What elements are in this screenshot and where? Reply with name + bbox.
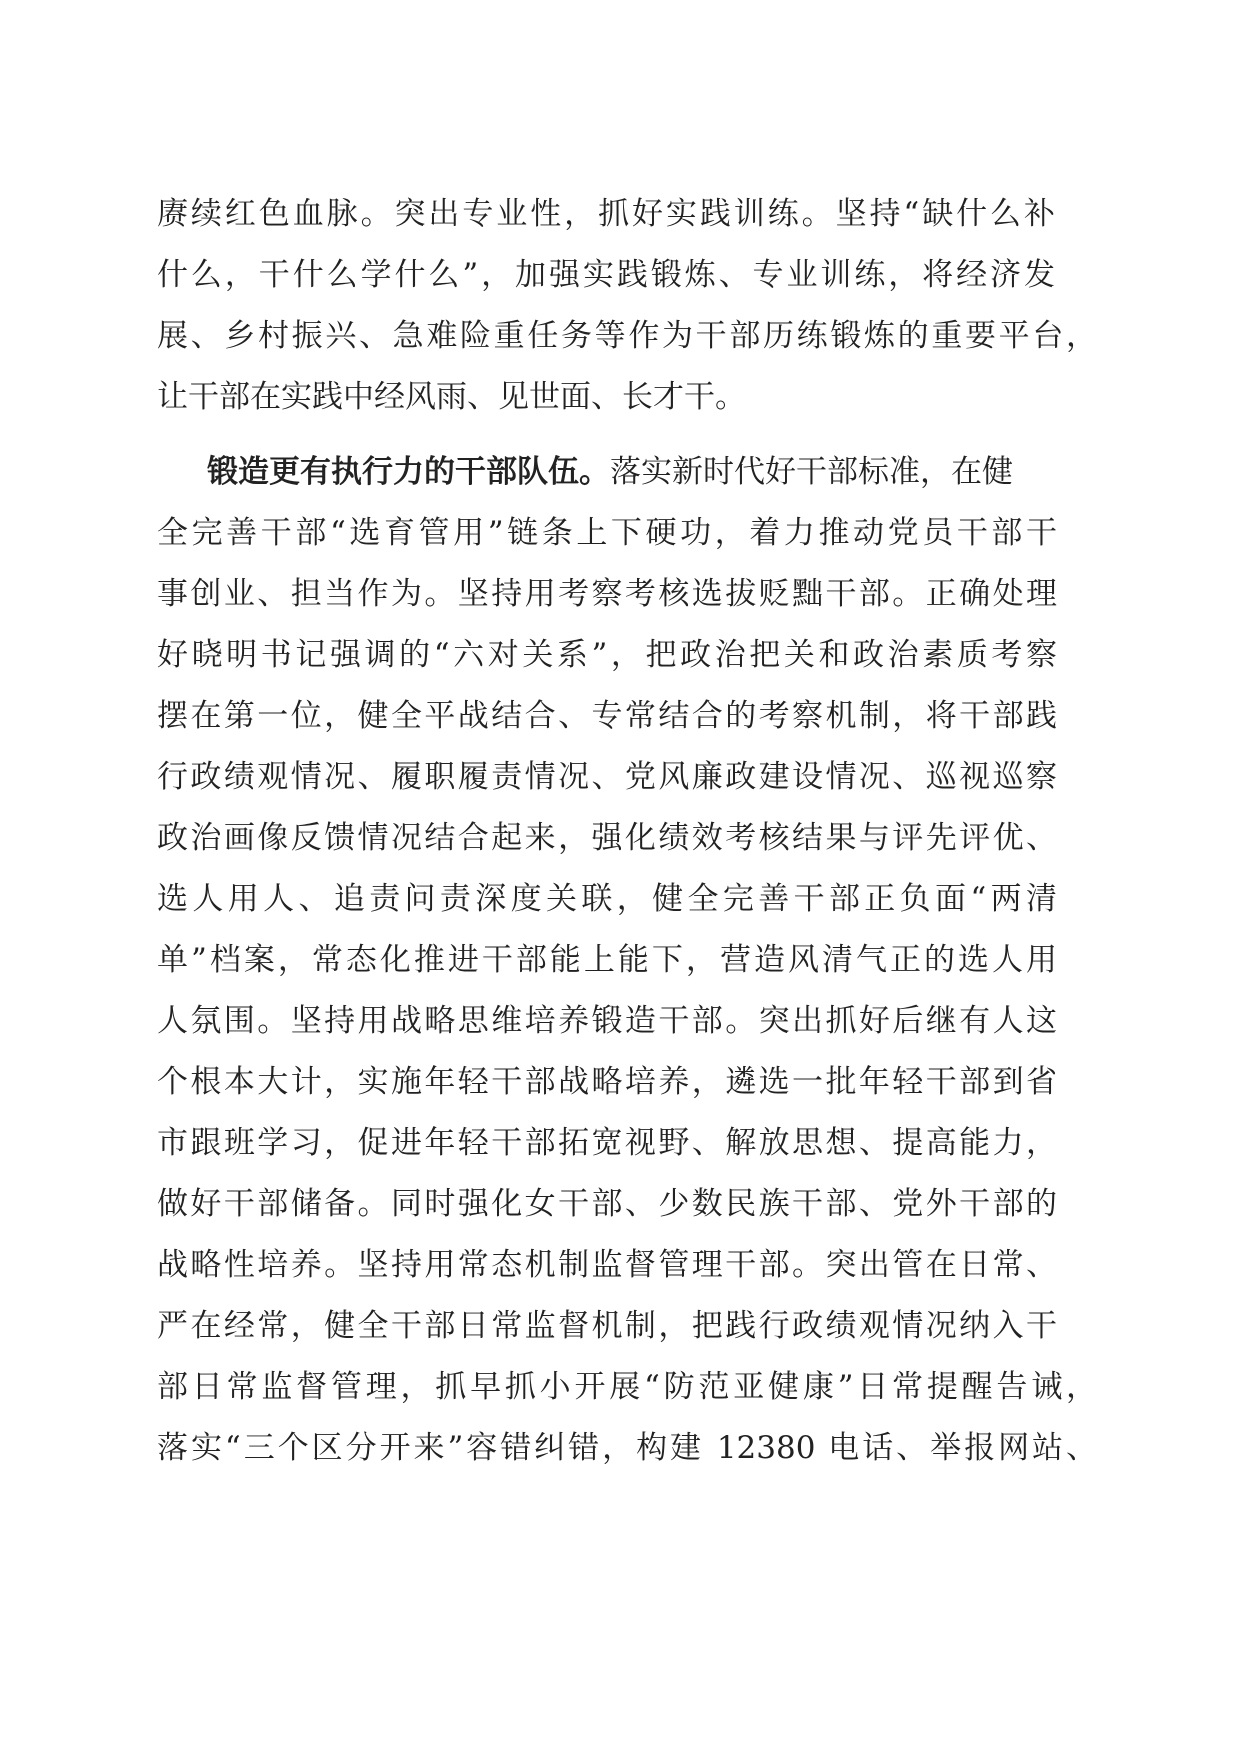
paragraph-2-line-7: 政治画像反馈情况结合起来，强化绩效考核结果与评先评优、 — [157, 820, 1057, 856]
paragraph-2-heading: 锻造更有执行力的干部队伍。 — [207, 454, 610, 490]
paragraph-2-line-13: 做好干部储备。同时强化女干部、少数民族干部、党外干部的 — [157, 1186, 1057, 1222]
paragraph-2-line-11: 个根本大计，实施年轻干部战略培养，遴选一批年轻干部到省 — [157, 1064, 1057, 1100]
paragraph-2-line-15: 严在经常，健全干部日常监督机制，把践行政绩观情况纳入干 — [157, 1308, 1057, 1344]
paragraph-2-line-2: 全完善干部“选育管用”链条上下硬功，着力推动党员干部干 — [157, 515, 1057, 551]
paragraph-1-line-4: 让干部在实践中经风雨、见世面、长才干。 — [157, 379, 746, 415]
paragraph-2-line-9: 单”档案，常态化推进干部能上能下，营造风清气正的选人用 — [157, 942, 1057, 978]
paragraph-2-line-17: 落实“三个区分开来”容错纠错，构建 12380 电话、举报网站、 — [157, 1430, 1097, 1466]
paragraph-2-line-10: 人氛围。坚持用战略思维培养锻造干部。突出抓好后继有人这 — [157, 1003, 1057, 1039]
paragraph-2-line-3: 事创业、担当作为。坚持用考察考核选拔贬黜干部。正确处理 — [157, 576, 1057, 612]
paragraph-1-line-2: 什么，干什么学什么”，加强实践锻炼、专业训练，将经济发 — [157, 257, 1055, 293]
paragraph-1-line-3: 展、乡村振兴、急难险重任务等作为干部历练锻炼的重要平台， — [157, 318, 1097, 354]
paragraph-2-line-1-rest: 落实新时代好干部标准，在健 — [610, 454, 1013, 490]
paragraph-2-line-1 — [207, 442, 1089, 503]
paragraph-2-line-4: 好晓明书记强调的“六对关系”，把政治把关和政治素质考察 — [157, 637, 1057, 673]
paragraph-2-line-6: 行政绩观情况、履职履责情况、党风廉政建设情况、巡视巡察 — [157, 759, 1057, 795]
paragraph-1-line-1: 赓续红色血脉。突出专业性，抓好实践训练。坚持“缺什么补 — [157, 196, 1055, 232]
paragraph-2-line-5: 摆在第一位，健全平战结合、专常结合的考察机制，将干部践 — [157, 698, 1057, 734]
paragraph-2-line-16: 部日常监督管理，抓早抓小开展“防范亚健康”日常提醒告诫， — [157, 1369, 1097, 1405]
paragraph-2-line-12: 市跟班学习，促进年轻干部拓宽视野、解放思想、提高能力， — [157, 1125, 1057, 1161]
paragraph-2-line-8: 选人用人、追责问责深度关联，健全完善干部正负面“两清 — [157, 881, 1057, 917]
paragraph-2-line-14: 战略性培养。坚持用常态机制监督管理干部。突出管在日常、 — [157, 1247, 1057, 1283]
